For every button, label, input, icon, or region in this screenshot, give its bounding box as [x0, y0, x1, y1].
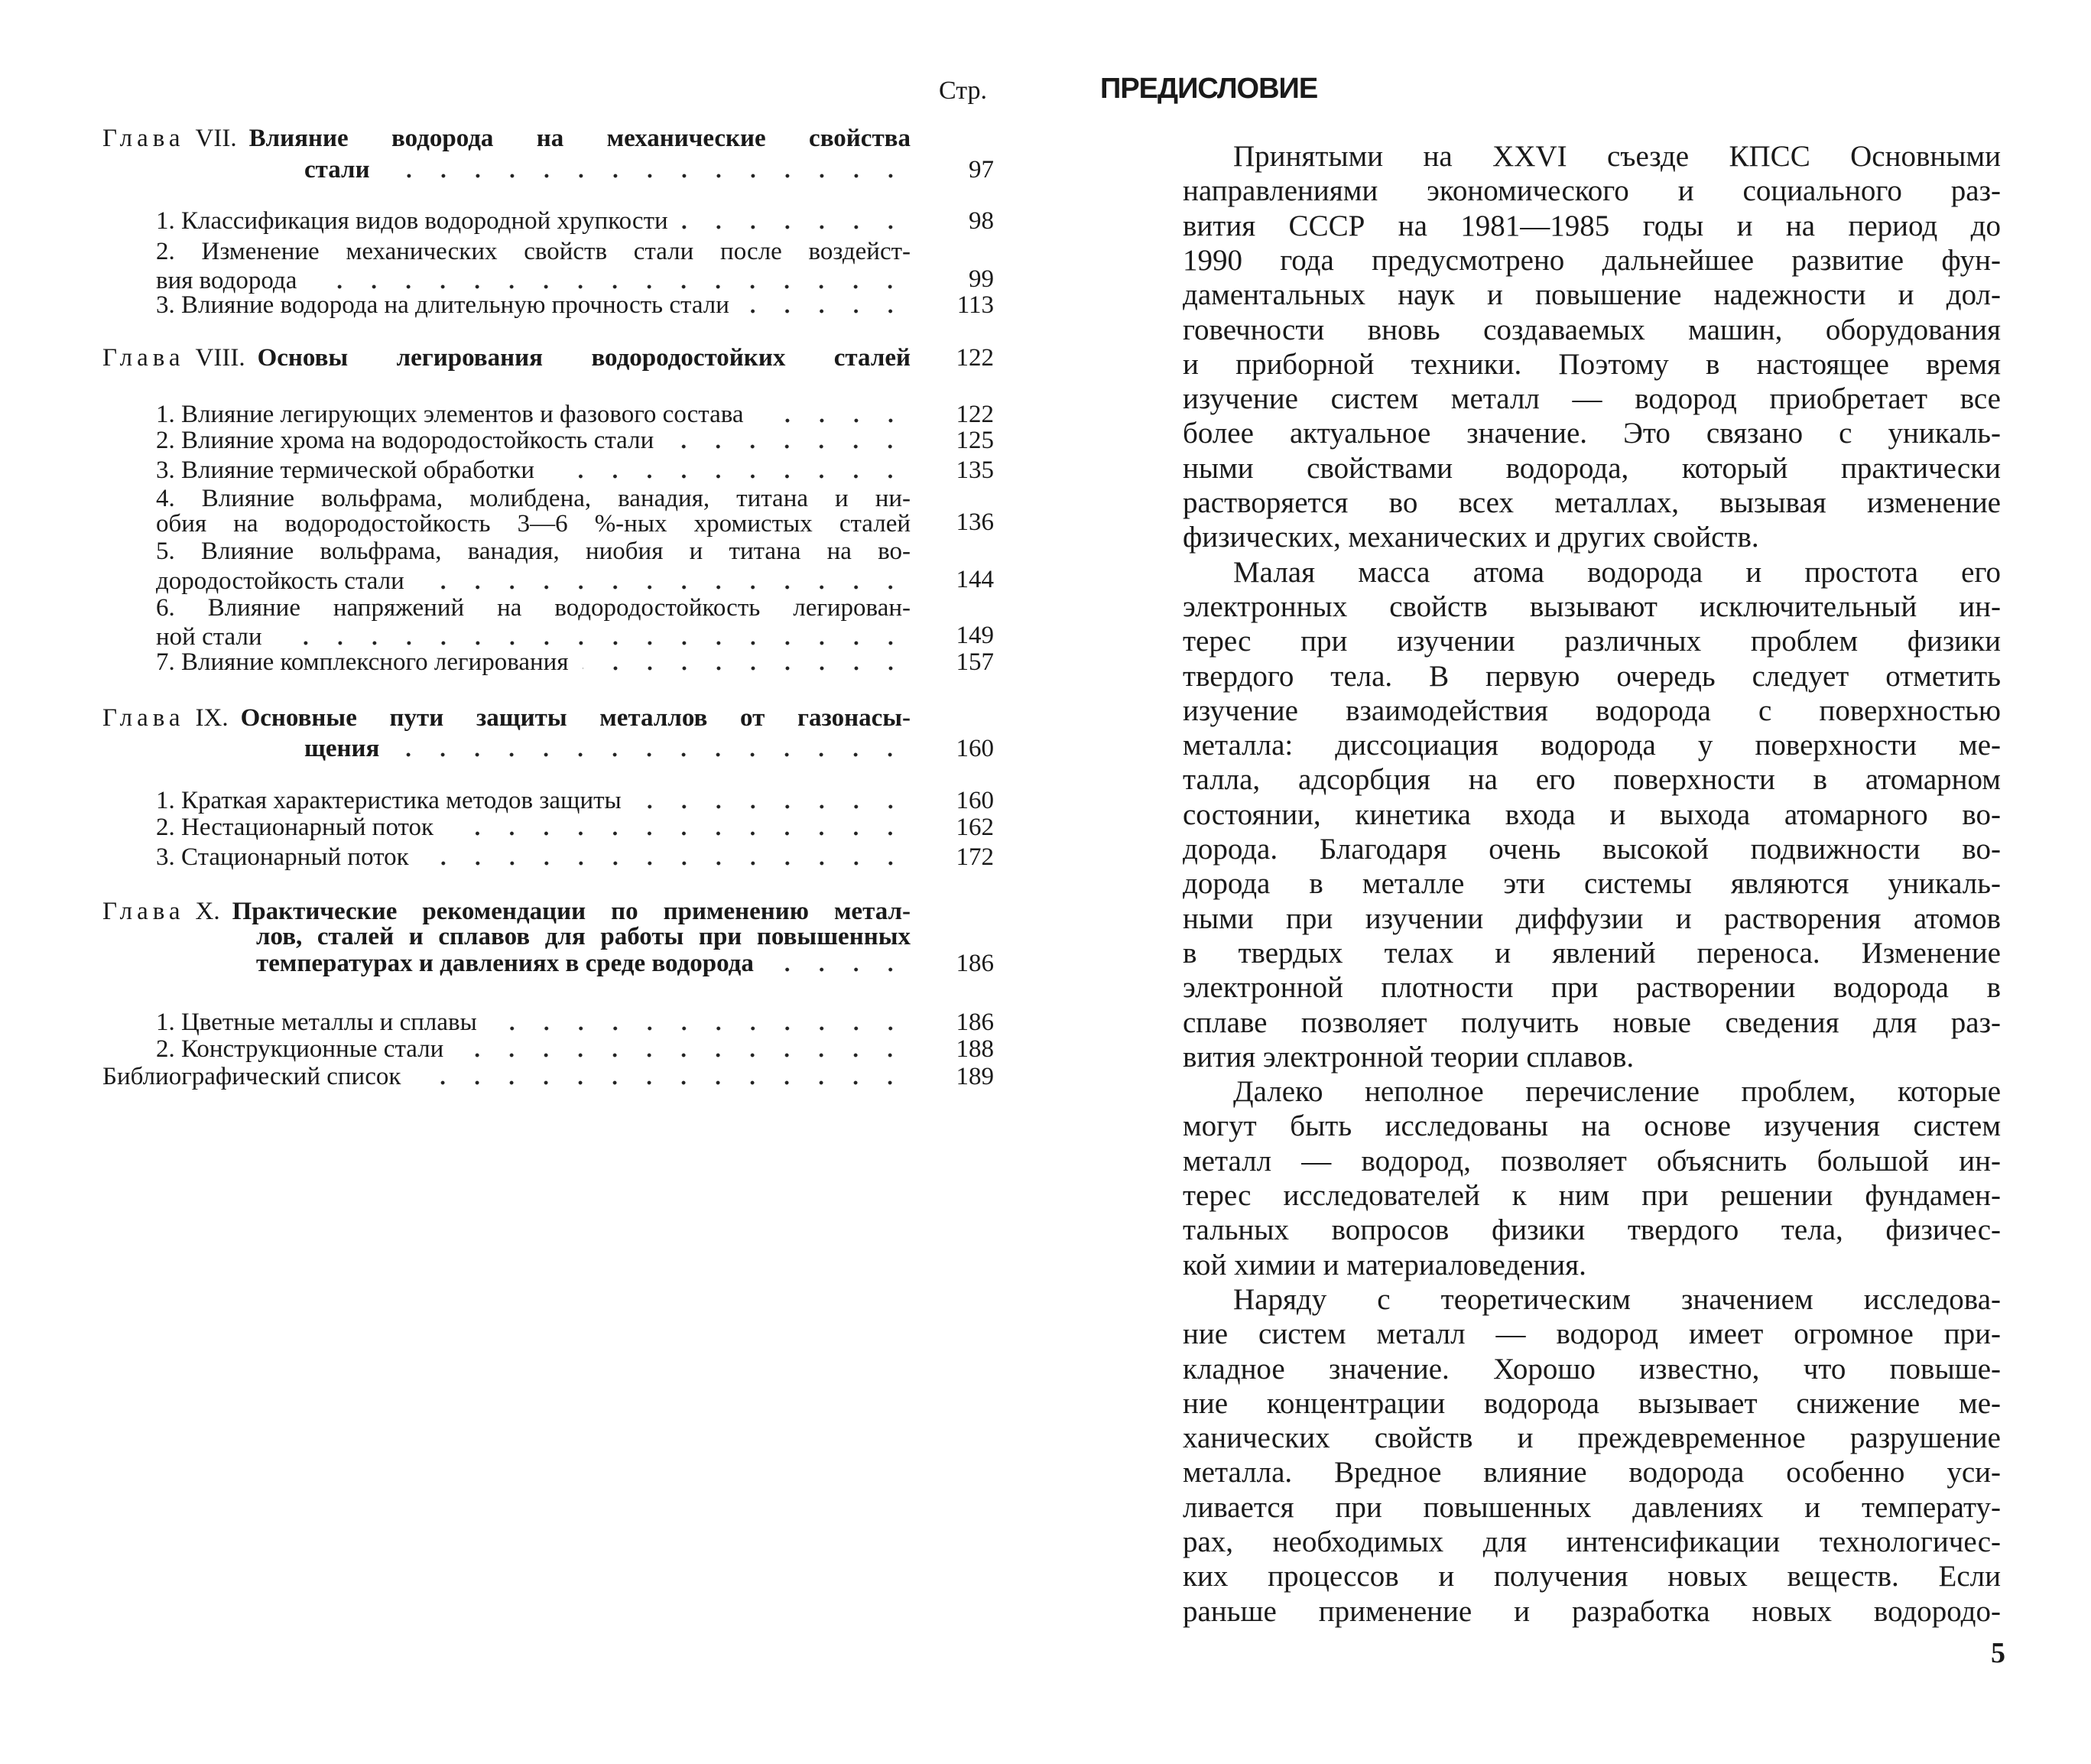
preface-text-line: Далеко неполное перечисление проблем, которые — [1233, 1075, 2001, 1109]
toc-page-number: 186 — [956, 950, 994, 977]
toc-chapter-line — [102, 704, 911, 732]
preface-title: ПРЕДИСЛОВИЕ — [1100, 73, 1318, 105]
toc-section-line — [156, 567, 911, 595]
dot-leader — [758, 418, 908, 423]
preface-text-line: электронной плотности при растворении водорода в — [1183, 971, 2001, 1005]
toc-section-line — [156, 207, 911, 235]
toc-entry-text: дородостойкость стали — [156, 567, 404, 595]
preface-text-line: тальных вопросов физики твердого тела, физичес- — [1183, 1213, 2001, 1247]
dot-leader — [276, 641, 908, 645]
dot-leader — [768, 967, 908, 972]
preface-text-line: Наряду с теоретическим значением исследова- — [1233, 1282, 2001, 1316]
dot-leader — [583, 666, 908, 671]
toc-entry-text: 2. Изменение механических свойств стали после воздейст- — [156, 238, 911, 265]
toc-section-line — [156, 623, 911, 651]
toc-entry-text: 5. Влияние вольфрама, ванадия, ниобия и титана на во- — [156, 538, 911, 565]
preface-text-line: дорода в металле эти системы являются уникаль- — [1183, 867, 2001, 901]
toc-entry-text: обия на водородостойкость 3—6 %-ных хромистых сталей — [156, 510, 911, 538]
preface-text-line: изучение взаимодействия водорода с поверхностью — [1183, 694, 2001, 727]
toc-page-number: 136 — [956, 508, 994, 536]
preface-text-line: даментальных наук и повышение надежности и дол- — [1183, 278, 2001, 312]
preface-text-line: ными свойствами водорода, который практически — [1183, 451, 2001, 485]
dot-leader — [447, 831, 908, 836]
toc-entry-text: 7. Влияние комплексного легирования — [156, 648, 569, 676]
toc-section-line — [156, 401, 911, 428]
preface-text-line: дорода. Благодаря очень высокой подвижности во- — [1183, 833, 2001, 866]
toc-page-number: 160 — [956, 787, 994, 814]
toc-entry-text: вия водорода — [156, 267, 297, 294]
toc-section-line — [156, 787, 911, 814]
toc-entry-text: температурах и давлениях в среде водорода — [256, 950, 754, 977]
dot-leader — [743, 309, 908, 313]
chapter-number: VIII. — [195, 344, 245, 372]
toc-section-line — [156, 648, 911, 676]
toc-entry-text: 1. Классификация видов водородной хрупкости — [156, 207, 668, 235]
toc-section-line — [156, 1009, 911, 1036]
toc-section-line — [156, 456, 911, 484]
toc-chapter-line — [102, 125, 911, 152]
preface-text-line: изучение систем металл — водород приобретает все — [1183, 382, 2001, 416]
toc-page-number: 122 — [956, 401, 994, 428]
toc-chapter-line — [304, 735, 911, 762]
toc-page-number: 113 — [956, 291, 994, 319]
preface-text-line: вития СССР на 1981—1985 годы и на период до — [1183, 209, 2001, 242]
preface-text-line: металла: диссоциация водорода у поверхности ме- — [1183, 729, 2001, 762]
toc-entry-text: 2. Влияние хрома на водородостойкость стали — [156, 427, 654, 454]
toc-entry-text: 6. Влияние напряжений на водородостойкость легирован- — [156, 594, 911, 622]
toc-section-line — [156, 814, 911, 841]
toc-section-line — [156, 485, 911, 512]
toc-entry-text: стали — [304, 156, 370, 184]
toc-entry-text: 3. Влияние водорода на длительную прочность стали — [156, 291, 729, 319]
dot-leader — [423, 861, 908, 866]
preface-text-line: ливается при повышенных давлениях и температу- — [1183, 1490, 2001, 1524]
preface-text-line: в твердых телах и явлений переноса. Изменение — [1183, 936, 2001, 970]
toc-section-line — [156, 594, 911, 622]
toc-entry-text: ной стали — [156, 623, 262, 651]
chapter-number: VII. — [195, 125, 237, 152]
chapter-number: X. — [195, 898, 220, 925]
preface-text-line: ными при изучении диффузии и растворения атомов — [1183, 901, 2001, 935]
preface-text-line: кладное значение. Хорошо известно, что повыше- — [1183, 1352, 2001, 1386]
toc-entry-text: лов, сталей и сплавов для работы при повышенных — [256, 923, 911, 950]
chapter-label — [102, 704, 241, 732]
toc-page-number: 135 — [956, 456, 994, 484]
page-column-label: Стр. — [939, 76, 988, 105]
toc-entry-text: 1. Краткая характеристика методов защиты — [156, 787, 622, 814]
toc-section-line — [156, 427, 911, 454]
toc-chapter-line — [102, 344, 911, 372]
dot-leader — [384, 174, 908, 178]
dot-leader — [682, 225, 908, 229]
preface-text-line: металл — водород, позволяет объяснить большой ин- — [1183, 1144, 2001, 1178]
toc-chapter-line — [256, 950, 911, 977]
dot-leader — [414, 1080, 908, 1085]
chapter-number: IX. — [195, 704, 229, 732]
preface-text-line: физических, механических и других свойств. — [1183, 521, 1759, 554]
preface-text-line: растворяется во всех металлах, вызывая изменение — [1183, 486, 2001, 519]
toc-page-number: 162 — [956, 814, 994, 841]
toc-entry-text: Основные пути защиты металлов от газонасы- — [240, 704, 911, 732]
preface-text-line: твердого тела. В первую очередь следует отметить — [1183, 659, 2001, 693]
preface-text-line: ние концентрации водорода вызывает снижение ме- — [1183, 1386, 2001, 1420]
preface-text-line: направлениями экономического и социального раз- — [1183, 174, 2001, 208]
page-number: 5 — [1991, 1637, 2005, 1669]
toc-entry-text: 3. Влияние термической обработки — [156, 456, 535, 484]
chapter-word: Глава — [102, 125, 185, 152]
preface-text-line: говечности вновь создаваемых машин, оборудования — [1183, 313, 2001, 346]
chapter-word: Глава — [102, 704, 185, 732]
toc-chapter-line — [256, 923, 911, 950]
toc-entry-text: 1. Влияние легирующих элементов и фазового состава — [156, 401, 744, 428]
dot-leader — [310, 284, 908, 289]
toc-page-number: 172 — [956, 843, 994, 871]
toc-entry-text: Практические рекомендации по применению метал- — [232, 898, 911, 925]
toc-chapter-line — [102, 898, 911, 925]
preface-text-line: более актуальное значение. Это связано с уникаль- — [1183, 417, 2001, 450]
preface-text-line: состоянии, кинетика входа и выхода атомарного во- — [1183, 798, 2001, 831]
toc-entry-text: 3. Стационарный поток — [156, 843, 409, 871]
preface-text-line: и приборной техники. Поэтому в настоящее время — [1183, 347, 2001, 381]
preface-text-line: талла, адсорбция на его поверхности в атомарном — [1183, 763, 2001, 797]
toc-bibliography-line — [102, 1063, 911, 1090]
toc-section-line — [156, 1035, 911, 1063]
toc-entry-text: щения — [304, 735, 380, 762]
toc-entry-text: 2. Нестационарный поток — [156, 814, 434, 841]
toc-page-number: 157 — [956, 648, 994, 676]
toc-page-number: 149 — [956, 622, 994, 649]
chapter-label — [102, 344, 258, 372]
dot-leader — [667, 444, 908, 449]
toc-page-number: 160 — [956, 735, 994, 762]
dot-leader — [491, 1026, 908, 1031]
preface-text-line: рах, необходимых для интенсификации технологичес- — [1183, 1525, 2001, 1558]
preface-text-line: 1990 года предусмотрено дальнейшее развитие фун- — [1183, 243, 2001, 277]
toc-page-number: 98 — [969, 207, 994, 235]
toc-page-number: 99 — [969, 265, 994, 293]
preface-text-line: электронных свойств вызывают исключительный ин- — [1183, 590, 2001, 623]
toc-page-number: 189 — [956, 1063, 994, 1090]
preface-text-line: ких процессов и получения новых веществ. Если — [1183, 1560, 2001, 1593]
preface-text-line: сплаве позволяет получить новые сведения для раз- — [1183, 1005, 2001, 1039]
dot-leader — [418, 585, 908, 590]
preface-text-line: Малая масса атома водорода и простота его — [1233, 555, 2001, 589]
chapter-word: Глава — [102, 344, 185, 372]
toc-entry-text: 2. Конструкционные стали — [156, 1035, 444, 1063]
preface-text-line: металла. Вредное влияние водорода особенно уси- — [1183, 1456, 2001, 1489]
toc-page-number: 188 — [956, 1035, 994, 1063]
toc-page-number: 186 — [956, 1009, 994, 1036]
preface-text-line: кой химии и материаловедения. — [1183, 1248, 1586, 1282]
preface-text-line: раньше применение и разработка новых водородо- — [1183, 1594, 2001, 1628]
toc-entry-text: Влияние водорода на механические свойства — [248, 125, 911, 152]
toc-section-line — [156, 538, 911, 565]
chapter-label — [102, 125, 249, 152]
toc-section-line — [156, 291, 911, 319]
toc-page-number: 125 — [956, 427, 994, 454]
preface-text-line: терес при изучении различных проблем физики — [1183, 625, 2001, 658]
preface-text-line: терес исследователей к ним при решении фундамен- — [1183, 1179, 2001, 1212]
toc-entry-text: Основы легирования водородостойких сталей — [257, 344, 911, 372]
toc-section-line — [156, 238, 911, 265]
chapter-label — [102, 898, 232, 925]
dot-leader — [635, 804, 908, 809]
dot-leader — [393, 752, 908, 757]
toc-chapter-line — [304, 156, 911, 184]
toc-page-number: 97 — [969, 156, 994, 184]
toc-entry-text: Библиографический список — [102, 1063, 401, 1090]
toc-section-line — [156, 843, 911, 871]
dot-leader — [548, 474, 908, 479]
preface-text-line: ханических свойств и преждевременное разрушение — [1183, 1421, 2001, 1455]
dot-leader — [457, 1053, 908, 1057]
preface-text-line: вития электронной теории сплавов. — [1183, 1040, 1635, 1074]
preface-text-line: могут быть исследованы на основе изучения систем — [1183, 1109, 2001, 1143]
toc-entry-text: 1. Цветные металлы и сплавы — [156, 1009, 477, 1036]
chapter-word: Глава — [102, 898, 185, 925]
preface-text-line: ние систем металл — водород имеет огромное при- — [1183, 1317, 2001, 1351]
toc-section-line — [156, 510, 911, 538]
toc-entry-text: 4. Влияние вольфрама, молибдена, ванадия, титана и ни- — [156, 485, 911, 512]
preface-text-line: Принятыми на XXVI съезде КПСС Основными — [1233, 140, 2001, 173]
toc-page-number: 144 — [956, 566, 994, 593]
toc-section-line — [156, 267, 911, 294]
toc-page-number: 122 — [956, 344, 994, 372]
